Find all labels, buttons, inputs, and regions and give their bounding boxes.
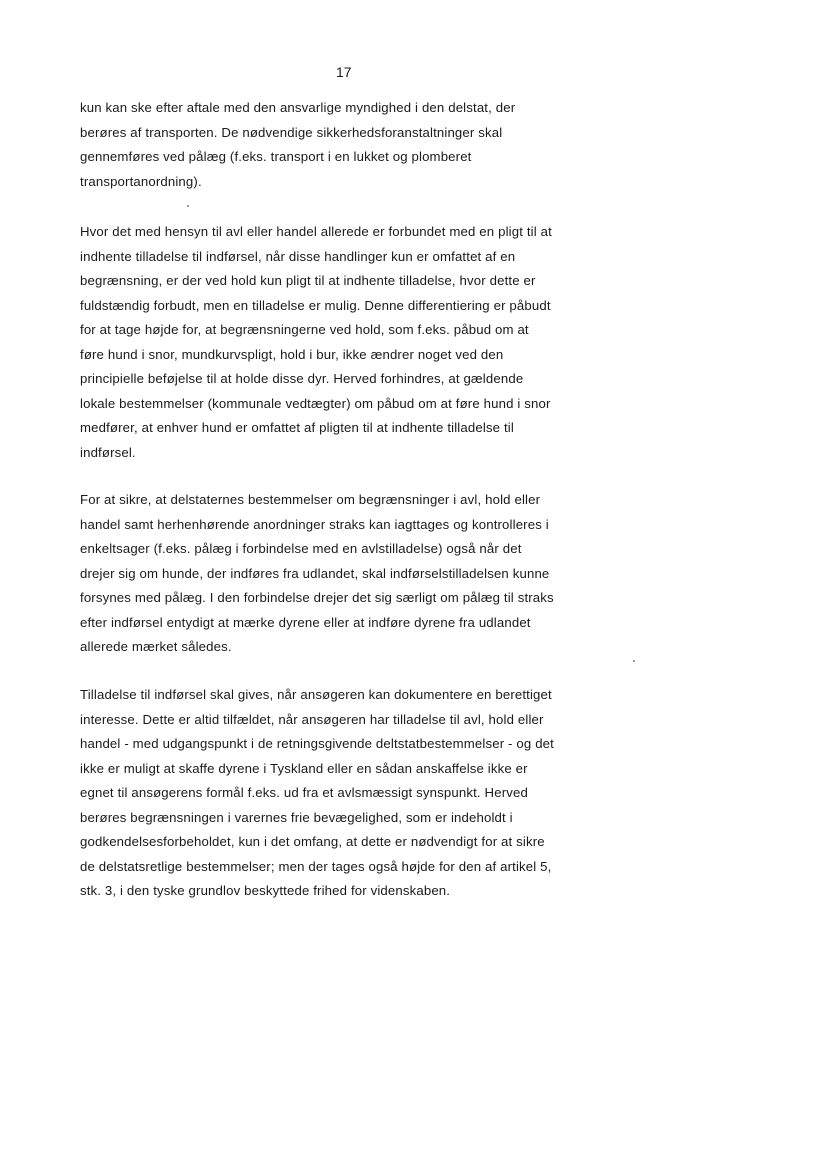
- text-line: gennemføres ved pålæg (f.eks. transport i en lukket og plomberet: [80, 149, 472, 164]
- text-line: indhente tilladelse til indførsel, når disse handlinger kun er omfattet af en: [80, 248, 516, 264]
- scan-speck: [633, 660, 635, 662]
- text-line: berøres begrænsningen i varernes frie bevægelighed, som er indeholdt i: [80, 809, 513, 825]
- text-line: medfører, at enhver hund er omfattet af pligten til at indhente tilladelse til: [80, 420, 514, 435]
- text-line: Tilladelse til indførsel skal gives, når ansøgeren kan dokumentere en berettiget: [80, 687, 552, 702]
- text-line: lokale bestemmelser (kommunale vedtægter) om påbud om at føre hund i snor: [80, 395, 551, 411]
- text-line: berøres af transporten. De nødvendige sikkerhedsforanstaltninger skal: [80, 124, 503, 140]
- text-line: egnet til ansøgerens formål f.eks. ud fra et avlsmæssigt synspunkt. Herved: [80, 785, 528, 800]
- paragraph-2: [80, 220, 620, 465]
- text-line: godkendelsesforbeholdet, kun i det omfang, at dette er nødvendigt for at sikre: [80, 834, 545, 849]
- text-line: fuldstændig forbudt, men en tilladelse er mulig. Denne differentiering er påbudt: [80, 297, 551, 313]
- text-line: ikke er muligt at skaffe dyrene i Tyskland eller en sådan anskaffelse ikke er: [80, 760, 528, 776]
- text-line: For at sikre, at delstaternes bestemmelser om begrænsninger i avl, hold eller: [80, 492, 541, 507]
- text-line: drejer sig om hunde, der indføres fra udlandet, skal indførselstilladelsen kunne: [80, 565, 550, 581]
- text-line: efter indførsel entydigt at mærke dyrene eller at indføre dyrene fra udlandet: [80, 614, 531, 630]
- scan-speck: [187, 205, 189, 207]
- text-line: interesse. Dette er altid tilfældet, når ansøgeren har tilladelse til avl, hold eller: [80, 711, 544, 727]
- text-line: enkeltsager (f.eks. pålæg i forbindelse med en avlstilladelse) også når det: [80, 541, 522, 556]
- text-line: Hvor det med hensyn til avl eller handel allerede er forbundet med en pligt til at: [80, 224, 552, 239]
- text-line: allerede mærket således.: [80, 639, 232, 654]
- text-line: de delstatsretlige bestemmelser; men der tages også højde for den af artikel 5,: [80, 858, 552, 874]
- text-line: kun kan ske efter aftale med den ansvarlige myndighed i den delstat, der: [80, 100, 516, 115]
- text-line: indførsel.: [80, 444, 136, 460]
- paragraph-1: [80, 96, 620, 194]
- text-line: føre hund i snor, mundkurvspligt, hold i bur, ikke ændrer noget ved den: [80, 346, 504, 362]
- page-number: 17: [336, 64, 352, 80]
- text-line: handel samt herhenhørende anordninger straks kan iagttages og kontrolleres i: [80, 516, 549, 532]
- text-line: for at tage højde for, at begrænsningerne ved hold, som f.eks. påbud om at: [80, 322, 529, 337]
- text-line: principielle beføjelse til at holde disse dyr. Herved forhindres, at gældende: [80, 371, 524, 386]
- paragraph-3: [80, 488, 620, 660]
- paragraph-4: [80, 683, 620, 904]
- text-line: handel - med udgangspunkt i de retningsgivende deltstatbestemmelser - og det: [80, 736, 554, 751]
- text-line: transportanordning).: [80, 173, 202, 189]
- text-line: begrænsning, er der ved hold kun pligt til at indhente tilladelse, hvor dette er: [80, 273, 536, 288]
- text-line: forsynes med pålæg. I den forbindelse drejer det sig særligt om pålæg til straks: [80, 590, 554, 605]
- text-line: stk. 3, i den tyske grundlov beskyttede frihed for videnskaben.: [80, 883, 451, 898]
